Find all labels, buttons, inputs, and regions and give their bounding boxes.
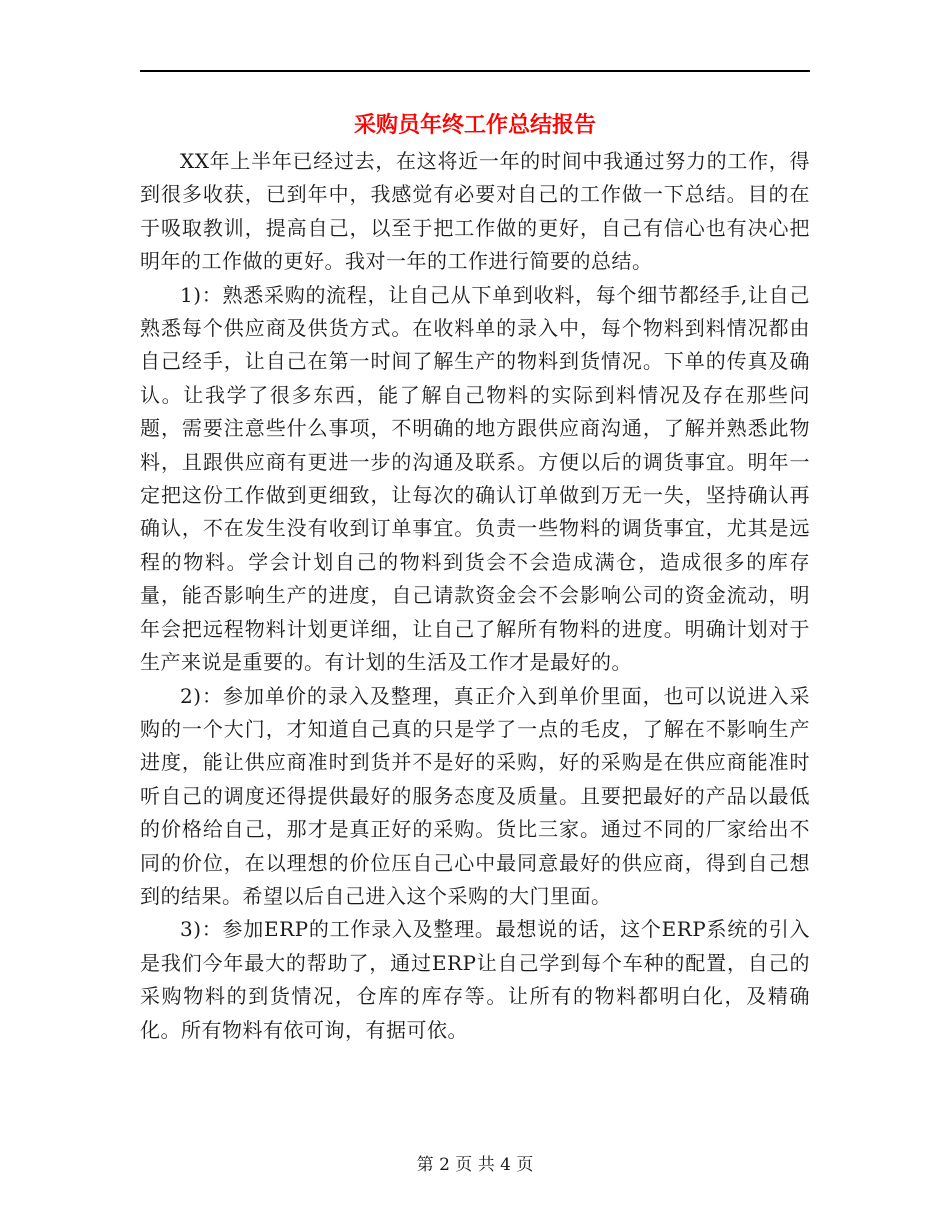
document-body bbox=[140, 145, 810, 1047]
paragraph-item-1: 1)：熟悉采购的流程，让自己从下单到收料，每个细节都经手,让自己熟悉每个供应商及供货方式。在收料单的录入中，每个物料到料情况都由自己经手，让自己在第一时间了解生产的物料到货情况。下单的传真及确认。让我学了很多东西，能了解自己物料的实际到料情况及存在那些问题，需要注意些什么事项，不明确的地方跟供应商沟通，了解并熟悉此物料，且跟供应商有更进一步的沟通及联系。方便以后的调货事宜。明年一定把这份工作做到更细致，让每次的确认订单做到万无一失，坚持确认再确认，不在发生没有收到订单事宜。负责一些物料的调货事宜，尤其是远程的物料。学会计划自己的物料到货会不会造成满仓，造成很多的库存量，能否影响生产的进度，自己请款资金会不会影响公司的资金流动，明年会把远程物料计划更详细，让自己了解所有物料的进度。明确计划对于生产来说是重要的。有计划的生活及工作才是最好的。 bbox=[140, 282, 810, 675]
paragraph-item-2: 2)：参加单价的录入及整理，真正介入到单价里面，也可以说进入采购的一个大门，才知道自己真的只是学了一点的毛皮，了解在不影响生产进度，能让供应商准时到货并不是好的采购，好的采购是在供应商能准时听自己的调度还得提供最好的服务态度及质量。且要把最好的产品以最低的价格给自己，那才是真正好的采购。货比三家。通过不同的厂家给出不同的价位，在以理想的价位压自己心中最同意最好的供应商，得到自己想到的结果。希望以后自己进入这个采购的大门里面。 bbox=[140, 683, 810, 908]
page-number-footer: 第 2 页 共 4 页 bbox=[416, 1155, 534, 1175]
paragraph-intro: XX年上半年已经过去，在这将近一年的时间中我通过努力的工作，得到很多收获，已到年中，我感觉有必要对自己的工作做一下总结。目的在于吸取教训，提高自己，以至于把工作做的更好，自己有信心也有决心把明年的工作做的更好。我对一年的工作进行简要的总结。 bbox=[140, 149, 810, 274]
document-title: 采购员年终工作总结报告 bbox=[353, 113, 596, 138]
paragraph-item-3: 3)：参加ERP的工作录入及整理。最想说的话，这个ERP系统的引入是我们今年最大的帮助了，通过ERP让自己学到每个车种的配置，自己的采购物料的到货情况，仓库的库存等。让所有的物料都明白化，及精确化。所有物料有依可询，有据可依。 bbox=[140, 917, 810, 1042]
header-rule bbox=[140, 70, 810, 72]
